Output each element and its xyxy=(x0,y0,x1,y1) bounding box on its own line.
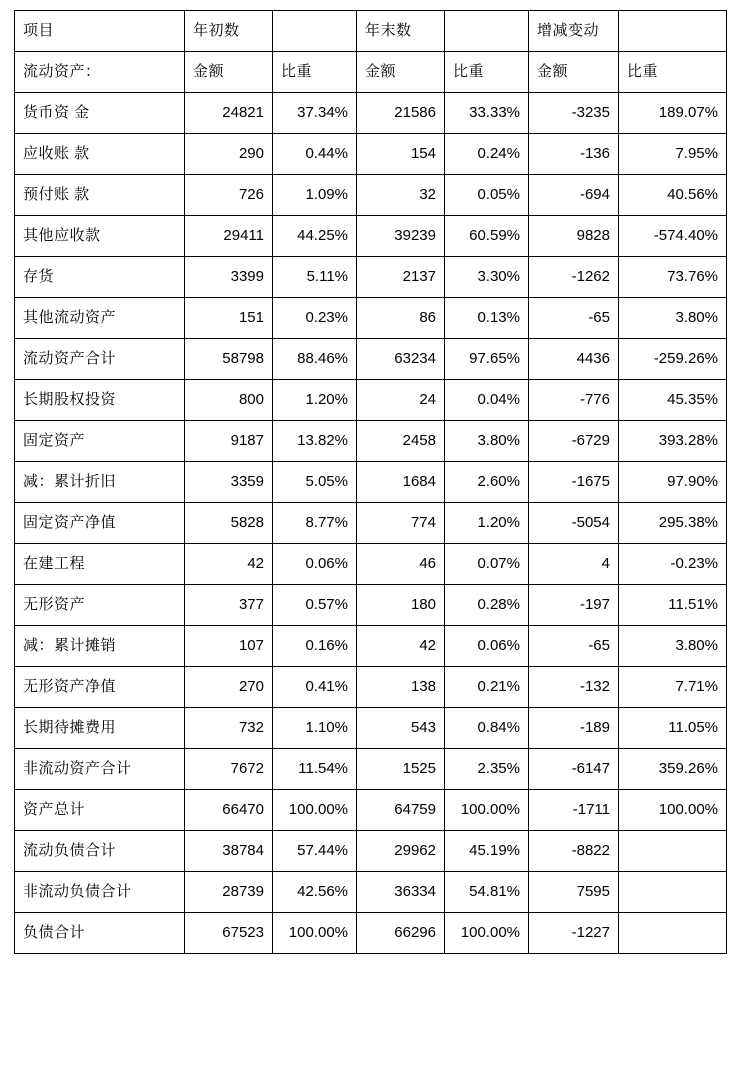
cell-change-amount: -1711 xyxy=(529,790,619,831)
row-label: 货币资 金 xyxy=(15,93,185,134)
cell-end-amount: 39239 xyxy=(357,216,445,257)
cell-end-amount: 138 xyxy=(357,667,445,708)
cell-change-amount: 4436 xyxy=(529,339,619,380)
row-label: 流动负债合计 xyxy=(15,831,185,872)
cell-end-amount: 36334 xyxy=(357,872,445,913)
row-label: 无形资产净值 xyxy=(15,667,185,708)
cell-change-ratio xyxy=(619,831,727,872)
cell-change-ratio: 11.51% xyxy=(619,585,727,626)
header-end-amount: 金额 xyxy=(357,52,445,93)
cell-begin-ratio: 0.41% xyxy=(273,667,357,708)
cell-change-amount: -132 xyxy=(529,667,619,708)
table-row xyxy=(15,216,727,257)
cell-begin-amount: 3399 xyxy=(185,257,273,298)
cell-begin-amount: 290 xyxy=(185,134,273,175)
table-row xyxy=(15,339,727,380)
cell-end-ratio: 0.24% xyxy=(445,134,529,175)
row-label: 在建工程 xyxy=(15,544,185,585)
cell-begin-ratio: 57.44% xyxy=(273,831,357,872)
cell-begin-ratio: 100.00% xyxy=(273,913,357,954)
cell-begin-ratio: 0.23% xyxy=(273,298,357,339)
table-row xyxy=(15,175,727,216)
cell-begin-ratio: 100.00% xyxy=(273,790,357,831)
cell-begin-ratio: 44.25% xyxy=(273,216,357,257)
cell-change-amount: -6729 xyxy=(529,421,619,462)
row-label: 长期待摊费用 xyxy=(15,708,185,749)
cell-end-ratio: 3.30% xyxy=(445,257,529,298)
row-label: 预付账 款 xyxy=(15,175,185,216)
table-row xyxy=(15,93,727,134)
cell-end-amount: 66296 xyxy=(357,913,445,954)
cell-end-ratio: 0.13% xyxy=(445,298,529,339)
cell-change-ratio xyxy=(619,913,727,954)
cell-change-amount: 4 xyxy=(529,544,619,585)
cell-begin-amount: 67523 xyxy=(185,913,273,954)
cell-change-ratio: 359.26% xyxy=(619,749,727,790)
financial-comparison-table xyxy=(14,10,727,954)
row-label: 减：累计摊销 xyxy=(15,626,185,667)
cell-change-amount: -776 xyxy=(529,380,619,421)
table-row xyxy=(15,790,727,831)
cell-end-amount: 154 xyxy=(357,134,445,175)
cell-end-amount: 180 xyxy=(357,585,445,626)
cell-change-amount: 9828 xyxy=(529,216,619,257)
cell-begin-amount: 3359 xyxy=(185,462,273,503)
cell-begin-ratio: 1.10% xyxy=(273,708,357,749)
cell-change-amount: -1262 xyxy=(529,257,619,298)
cell-end-amount: 21586 xyxy=(357,93,445,134)
table-row xyxy=(15,503,727,544)
cell-begin-amount: 800 xyxy=(185,380,273,421)
row-label: 资产总计 xyxy=(15,790,185,831)
cell-end-ratio: 2.60% xyxy=(445,462,529,503)
header-change-spacer xyxy=(619,11,727,52)
table-body xyxy=(15,11,727,954)
cell-change-ratio: 40.56% xyxy=(619,175,727,216)
cell-begin-amount: 24821 xyxy=(185,93,273,134)
cell-change-ratio: 73.76% xyxy=(619,257,727,298)
cell-begin-amount: 732 xyxy=(185,708,273,749)
cell-change-amount: -136 xyxy=(529,134,619,175)
cell-change-amount: -1227 xyxy=(529,913,619,954)
table-header-row-1 xyxy=(15,11,727,52)
cell-change-amount: -8822 xyxy=(529,831,619,872)
cell-end-amount: 2137 xyxy=(357,257,445,298)
cell-change-ratio: 11.05% xyxy=(619,708,727,749)
table-row xyxy=(15,585,727,626)
cell-change-amount: -189 xyxy=(529,708,619,749)
table-row xyxy=(15,872,727,913)
cell-begin-ratio: 13.82% xyxy=(273,421,357,462)
header-end-ratio: 比重 xyxy=(445,52,529,93)
header-change-ratio: 比重 xyxy=(619,52,727,93)
table-row xyxy=(15,257,727,298)
row-label: 非流动资产合计 xyxy=(15,749,185,790)
row-label: 其他应收款 xyxy=(15,216,185,257)
table-row xyxy=(15,626,727,667)
cell-end-ratio: 0.07% xyxy=(445,544,529,585)
cell-change-amount: -694 xyxy=(529,175,619,216)
cell-begin-amount: 28739 xyxy=(185,872,273,913)
header-section-current-assets: 流动资产： xyxy=(15,52,185,93)
cell-change-ratio: 393.28% xyxy=(619,421,727,462)
header-item: 项目 xyxy=(15,11,185,52)
cell-change-ratio: -574.40% xyxy=(619,216,727,257)
cell-end-amount: 543 xyxy=(357,708,445,749)
cell-change-amount: -6147 xyxy=(529,749,619,790)
header-begin-ratio: 比重 xyxy=(273,52,357,93)
cell-end-amount: 774 xyxy=(357,503,445,544)
cell-begin-amount: 5828 xyxy=(185,503,273,544)
header-begin-period-spacer xyxy=(273,11,357,52)
header-begin-amount: 金额 xyxy=(185,52,273,93)
cell-end-ratio: 1.20% xyxy=(445,503,529,544)
cell-begin-amount: 38784 xyxy=(185,831,273,872)
cell-begin-amount: 151 xyxy=(185,298,273,339)
cell-change-amount: 7595 xyxy=(529,872,619,913)
header-begin-period: 年初数 xyxy=(185,11,273,52)
cell-begin-ratio: 0.16% xyxy=(273,626,357,667)
table-header-row-2 xyxy=(15,52,727,93)
cell-end-ratio: 0.05% xyxy=(445,175,529,216)
cell-begin-ratio: 0.06% xyxy=(273,544,357,585)
financial-table-container xyxy=(14,10,726,954)
cell-end-ratio: 0.04% xyxy=(445,380,529,421)
row-label: 长期股权投资 xyxy=(15,380,185,421)
cell-end-ratio: 3.80% xyxy=(445,421,529,462)
cell-end-ratio: 100.00% xyxy=(445,790,529,831)
cell-change-ratio: -259.26% xyxy=(619,339,727,380)
cell-begin-amount: 107 xyxy=(185,626,273,667)
header-change-amount: 金额 xyxy=(529,52,619,93)
cell-change-ratio: 45.35% xyxy=(619,380,727,421)
cell-begin-ratio: 1.09% xyxy=(273,175,357,216)
cell-change-amount: -3235 xyxy=(529,93,619,134)
cell-begin-amount: 66470 xyxy=(185,790,273,831)
cell-change-ratio: 7.71% xyxy=(619,667,727,708)
cell-end-ratio: 2.35% xyxy=(445,749,529,790)
cell-begin-ratio: 0.57% xyxy=(273,585,357,626)
cell-end-amount: 86 xyxy=(357,298,445,339)
cell-change-ratio: -0.23% xyxy=(619,544,727,585)
cell-end-amount: 64759 xyxy=(357,790,445,831)
cell-end-amount: 1684 xyxy=(357,462,445,503)
cell-change-ratio: 97.90% xyxy=(619,462,727,503)
row-label: 其他流动资产 xyxy=(15,298,185,339)
cell-change-amount: -65 xyxy=(529,298,619,339)
cell-end-ratio: 45.19% xyxy=(445,831,529,872)
cell-change-ratio xyxy=(619,872,727,913)
header-change: 增减变动 xyxy=(529,11,619,52)
row-label: 应收账 款 xyxy=(15,134,185,175)
cell-end-ratio: 0.21% xyxy=(445,667,529,708)
cell-end-amount: 29962 xyxy=(357,831,445,872)
cell-end-amount: 42 xyxy=(357,626,445,667)
cell-begin-ratio: 5.11% xyxy=(273,257,357,298)
cell-end-amount: 2458 xyxy=(357,421,445,462)
cell-change-ratio: 100.00% xyxy=(619,790,727,831)
cell-change-ratio: 189.07% xyxy=(619,93,727,134)
cell-begin-amount: 42 xyxy=(185,544,273,585)
table-row xyxy=(15,421,727,462)
cell-begin-ratio: 5.05% xyxy=(273,462,357,503)
cell-begin-amount: 58798 xyxy=(185,339,273,380)
cell-begin-amount: 270 xyxy=(185,667,273,708)
cell-begin-ratio: 0.44% xyxy=(273,134,357,175)
table-row xyxy=(15,831,727,872)
cell-begin-ratio: 42.56% xyxy=(273,872,357,913)
header-end-period: 年末数 xyxy=(357,11,445,52)
cell-end-ratio: 60.59% xyxy=(445,216,529,257)
row-label: 非流动负债合计 xyxy=(15,872,185,913)
cell-change-amount: -1675 xyxy=(529,462,619,503)
table-row xyxy=(15,544,727,585)
cell-change-ratio: 3.80% xyxy=(619,626,727,667)
cell-begin-amount: 377 xyxy=(185,585,273,626)
table-row xyxy=(15,298,727,339)
table-row xyxy=(15,667,727,708)
cell-begin-ratio: 1.20% xyxy=(273,380,357,421)
cell-end-amount: 63234 xyxy=(357,339,445,380)
cell-change-ratio: 7.95% xyxy=(619,134,727,175)
table-row xyxy=(15,134,727,175)
cell-begin-amount: 7672 xyxy=(185,749,273,790)
cell-begin-ratio: 88.46% xyxy=(273,339,357,380)
table-row xyxy=(15,708,727,749)
cell-begin-amount: 9187 xyxy=(185,421,273,462)
cell-begin-ratio: 37.34% xyxy=(273,93,357,134)
row-label: 固定资产净值 xyxy=(15,503,185,544)
cell-begin-ratio: 8.77% xyxy=(273,503,357,544)
cell-change-amount: -197 xyxy=(529,585,619,626)
cell-end-amount: 24 xyxy=(357,380,445,421)
cell-begin-ratio: 11.54% xyxy=(273,749,357,790)
cell-change-ratio: 3.80% xyxy=(619,298,727,339)
cell-end-ratio: 0.06% xyxy=(445,626,529,667)
cell-end-amount: 1525 xyxy=(357,749,445,790)
cell-change-amount: -5054 xyxy=(529,503,619,544)
row-label: 流动资产合计 xyxy=(15,339,185,380)
cell-begin-amount: 726 xyxy=(185,175,273,216)
cell-end-amount: 46 xyxy=(357,544,445,585)
cell-end-ratio: 100.00% xyxy=(445,913,529,954)
row-label: 减：累计折旧 xyxy=(15,462,185,503)
cell-end-amount: 32 xyxy=(357,175,445,216)
cell-end-ratio: 54.81% xyxy=(445,872,529,913)
cell-end-ratio: 33.33% xyxy=(445,93,529,134)
table-row xyxy=(15,749,727,790)
cell-change-amount: -65 xyxy=(529,626,619,667)
table-row xyxy=(15,462,727,503)
cell-end-ratio: 0.84% xyxy=(445,708,529,749)
row-label: 负债合计 xyxy=(15,913,185,954)
cell-end-ratio: 97.65% xyxy=(445,339,529,380)
row-label: 无形资产 xyxy=(15,585,185,626)
table-row xyxy=(15,380,727,421)
table-row xyxy=(15,913,727,954)
row-label: 存货 xyxy=(15,257,185,298)
cell-begin-amount: 29411 xyxy=(185,216,273,257)
row-label: 固定资产 xyxy=(15,421,185,462)
header-end-period-spacer xyxy=(445,11,529,52)
cell-change-ratio: 295.38% xyxy=(619,503,727,544)
cell-end-ratio: 0.28% xyxy=(445,585,529,626)
